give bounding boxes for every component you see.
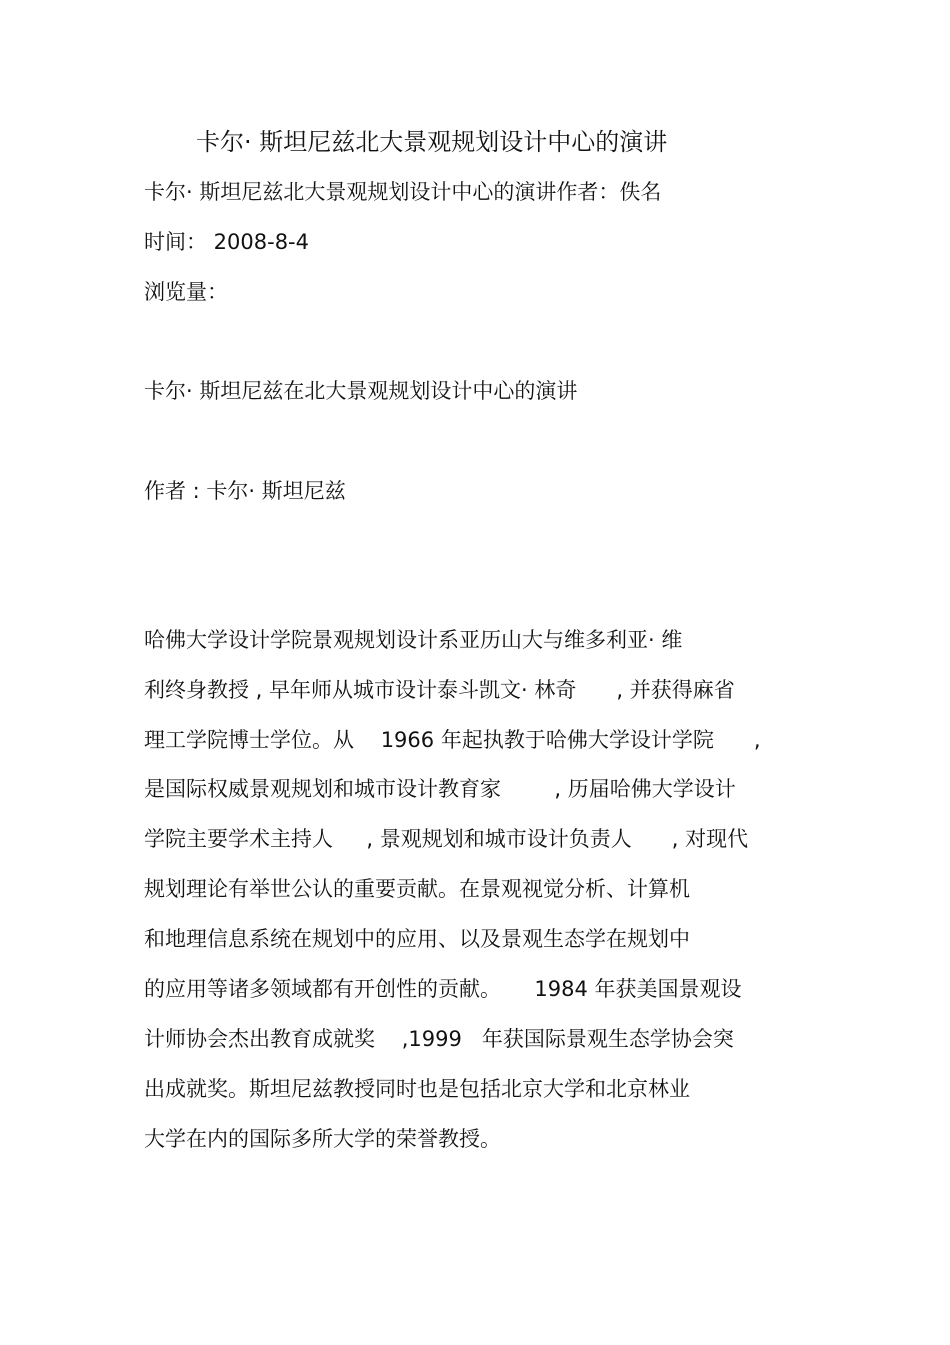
body-line: 计师协会杰出教育成就奖 ,1999 年获国际景观生态学协会突 xyxy=(144,1027,734,1051)
body-line: 规划理论有举世公认的重要贡献。在景观视觉分析、计算机 xyxy=(144,877,690,901)
body-line: 和地理信息系统在规划中的应用、以及景观生态学在规划中 xyxy=(144,927,690,951)
time-line: 时间： 2008-8-4 xyxy=(144,230,309,254)
title-author-line: 卡尔· 斯坦尼兹北大景观规划设计中心的演讲作者：佚名 xyxy=(144,180,662,204)
views-line: 浏览量： xyxy=(144,280,228,304)
document-title: 卡尔· 斯坦尼兹北大景观规划设计中心的演讲 xyxy=(196,128,668,156)
body-line: 出成就奖。斯坦尼兹教授同时也是包括北京大学和北京林业 xyxy=(144,1077,690,1101)
body-line: 利终身教授 , 早年师从城市设计泰斗凯文· 林奇 , 并获得麻省 xyxy=(144,678,735,702)
body-line: 理工学院博士学位。从 1966 年起执教于哈佛大学设计学院 , xyxy=(144,728,761,752)
body-line: 学院主要学术主持人 , 景观规划和城市设计负责人 , 对现代 xyxy=(144,827,749,851)
body-line: 的应用等诸多领域都有开创性的贡献。 1984 年获美国景观设 xyxy=(144,977,742,1001)
body-line: 大学在内的国际多所大学的荣誉教授。 xyxy=(144,1127,501,1151)
body-line: 哈佛大学设计学院景观规划设计系亚历山大与维多利亚· 维 xyxy=(144,628,683,652)
speech-heading: 卡尔· 斯坦尼兹在北大景观规划设计中心的演讲 xyxy=(144,379,578,403)
author-line: 作者 : 卡尔· 斯坦尼兹 xyxy=(144,479,346,503)
body-line: 是国际权威景观规划和城市设计教育家 , 历届哈佛大学设计 xyxy=(144,777,736,801)
